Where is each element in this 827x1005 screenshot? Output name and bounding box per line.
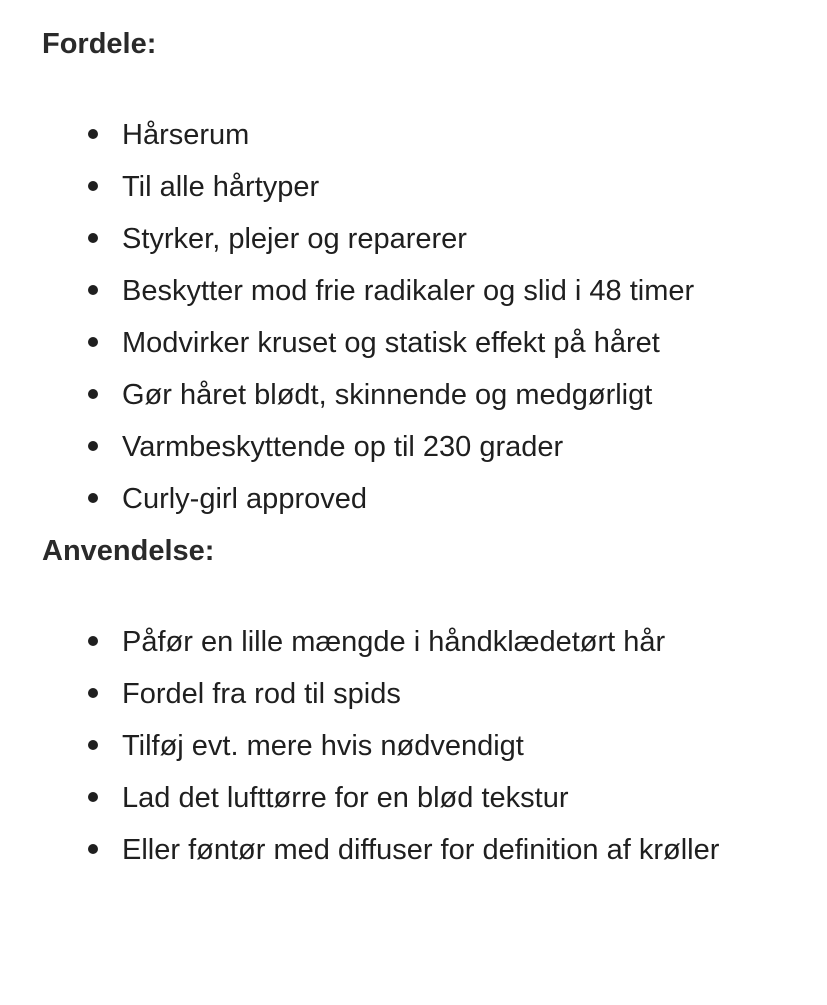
bullet-icon xyxy=(88,285,98,295)
bullet-icon xyxy=(88,233,98,243)
list-item xyxy=(122,473,812,525)
bullet-icon xyxy=(88,636,98,646)
list-item-text: Varmbeskyttende op til 230 grader xyxy=(122,431,564,463)
list-item-text: Hårserum xyxy=(122,119,250,151)
list-item xyxy=(122,213,812,265)
list-item xyxy=(122,772,812,824)
list-item xyxy=(122,616,812,668)
anvendelse-list xyxy=(42,616,812,876)
bullet-icon xyxy=(88,792,98,802)
product-description xyxy=(42,22,812,876)
bullet-icon xyxy=(88,441,98,451)
bullet-icon xyxy=(88,740,98,750)
bullet-icon xyxy=(88,844,98,854)
bullet-icon xyxy=(88,389,98,399)
list-item xyxy=(122,265,722,317)
list-item-text: Påfør en lille mængde i håndklædetørt hår xyxy=(122,626,666,658)
list-item xyxy=(122,161,812,213)
list-item-text: Styrker, plejer og reparerer xyxy=(122,223,467,255)
list-item-text: Til alle hårtyper xyxy=(122,171,320,203)
list-item xyxy=(122,109,812,161)
fordele-heading: Fordele: xyxy=(42,28,157,60)
bullet-icon xyxy=(88,337,98,347)
list-item-text: Eller føntør med diffuser for definition af krøller xyxy=(122,834,720,866)
list-item-text: Beskytter mod frie radikaler og slid i 48 timer xyxy=(122,275,695,307)
fordele-list xyxy=(42,109,812,525)
list-item xyxy=(122,668,812,720)
list-item-text: Curly-girl approved xyxy=(122,483,367,515)
bullet-icon xyxy=(88,688,98,698)
list-item xyxy=(122,421,812,473)
list-item-text: Fordel fra rod til spids xyxy=(122,678,401,710)
list-item xyxy=(122,317,812,369)
bullet-icon xyxy=(88,181,98,191)
list-item-text: Gør håret blødt, skinnende og medgørligt xyxy=(122,379,653,411)
bullet-icon xyxy=(88,129,98,139)
list-item xyxy=(122,720,812,772)
list-item xyxy=(122,369,812,421)
list-item-text: Modvirker kruset og statisk effekt på håret xyxy=(122,327,660,359)
list-item-text: Tilføj evt. mere hvis nødvendigt xyxy=(122,730,524,762)
bullet-icon xyxy=(88,493,98,503)
list-item-text: Lad det lufttørre for en blød tekstur xyxy=(122,782,569,814)
list-item xyxy=(122,824,742,876)
anvendelse-heading: Anvendelse: xyxy=(42,535,215,567)
